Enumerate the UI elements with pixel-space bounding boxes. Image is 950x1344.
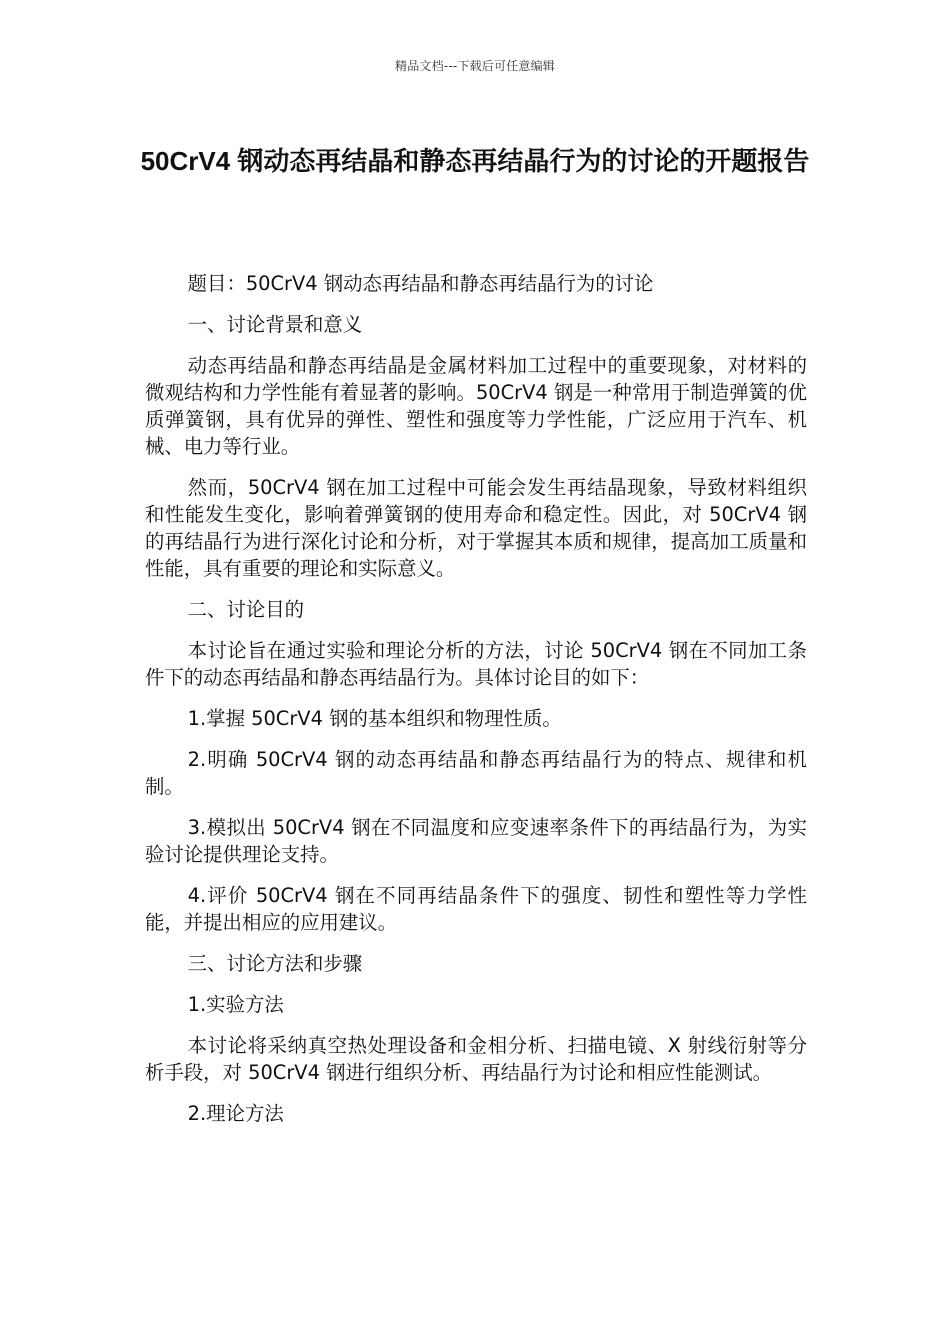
list-item: 1.掌握 50CrV4 钢的基本组织和物理性质。 — [187, 707, 562, 730]
list-item: 2.明确 50CrV4 钢的动态再结晶和静态再结晶行为的特点、规律和机制。 — [145, 748, 807, 798]
paragraph: 动态再结晶和静态再结晶是金属材料加工过程中的重要现象，对材料的微观结构和力学性能有着显著的影响。50CrV4 钢是一种常用于制造弹簧的优质弹簧钢，具有优异的弹性、塑性和强度等力学性能，广泛应用于汽车、机械、电力等行业。 — [145, 354, 807, 458]
list-item: 4.评价 50CrV4 钢在不同再结晶条件下的强度、韧性和塑性等力学性能，并提出相应的应用建议。 — [145, 884, 807, 934]
page-header: 精品文档---下载后可任意编辑 — [395, 59, 555, 73]
subheading: 2.理论方法 — [187, 1102, 284, 1125]
paragraph: 本讨论旨在通过实验和理论分析的方法，讨论 50CrV4 钢在不同加工条件下的动态再结晶和静态再结晶行为。具体讨论目的如下： — [145, 639, 807, 689]
section-heading-background: 一、讨论背景和意义 — [187, 313, 363, 336]
paragraph: 然而，50CrV4 钢在加工过程中可能会发生再结晶现象，导致材料组织和性能发生变化，影响着弹簧钢的使用寿命和稳定性。因此，对 50CrV4 钢的再结晶行为进行深化讨论和分析，对于掌握其本质和规律，提高加工质量和性能，具有重要的理论和实际意义。 — [145, 476, 807, 580]
section-heading-methods: 三、讨论方法和步骤 — [187, 952, 363, 975]
list-item: 3.模拟出 50CrV4 钢在不同温度和应变速率条件下的再结晶行为，为实验讨论提供理论支持。 — [145, 816, 807, 866]
section-heading-purpose: 二、讨论目的 — [187, 598, 305, 621]
paragraph-topic: 题目：50CrV4 钢动态再结晶和静态再结晶行为的讨论 — [187, 272, 654, 295]
document-title: 50CrV4 钢动态再结晶和静态再结晶行为的讨论的开题报告 — [140, 146, 810, 176]
paragraph: 本讨论将采纳真空热处理设备和金相分析、扫描电镜、X 射线衍射等分析手段，对 50CrV4 钢进行组织分析、再结晶行为讨论和相应性能测试。 — [145, 1034, 807, 1084]
subheading: 1.实验方法 — [187, 993, 284, 1016]
document-body — [145, 270, 807, 1141]
